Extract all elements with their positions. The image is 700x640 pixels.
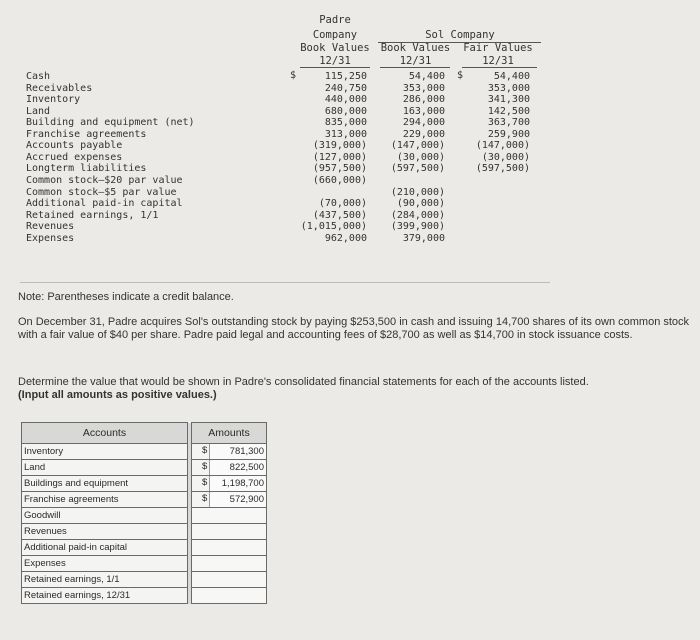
instruction-bold: (Input all amounts as positive values.) [18, 389, 217, 401]
amount-input[interactable]: 781,300 [209, 444, 266, 459]
statement-row-label: Receivables [26, 82, 93, 94]
answer-row [22, 540, 267, 556]
amounts-column-header: Amounts [192, 423, 267, 444]
amount-input[interactable] [192, 540, 266, 555]
statement-value-padre: 240,750 [324, 82, 367, 94]
amount-input[interactable] [192, 508, 266, 523]
header-sol-title: Sol Company [425, 29, 495, 41]
amount-input[interactable] [192, 572, 266, 587]
statement-value-sol-book: 294,000 [402, 117, 445, 129]
amount-input[interactable] [192, 588, 266, 603]
amount-cell [192, 460, 267, 476]
statement-row-label: Common stock—$20 par value [26, 174, 183, 186]
statement-value-padre: (1,015,000) [300, 221, 367, 233]
statement-value-padre: (319,000) [312, 140, 367, 152]
amount-input[interactable] [192, 556, 266, 571]
statement-value-sol-book: 54,400 [408, 71, 445, 82]
account-name: Inventory [22, 444, 188, 460]
statement-value-padre: (660,000) [312, 174, 367, 186]
financial-statement [0, 0, 560, 285]
amount-input[interactable]: 1,198,700 [209, 476, 266, 491]
account-name: Additional paid-in capital [22, 540, 188, 556]
header-padre-line4: 12/31 [319, 55, 351, 67]
statement-row-label: Longterm liabilities [26, 163, 147, 175]
header-padre-underline [300, 67, 370, 68]
account-name: Franchise agreements [22, 492, 188, 508]
accounts-column-header: Accounts [22, 423, 188, 444]
statement-value-padre: 835,000 [324, 117, 367, 129]
statement-value-sol-book: (597,500) [390, 163, 445, 175]
statement-row-label: Revenues [26, 221, 75, 233]
answer-row [22, 556, 267, 572]
amount-input[interactable]: 822,500 [209, 460, 266, 475]
amount-cell [192, 476, 267, 492]
account-name: Goodwill [22, 508, 188, 524]
amount-cell [192, 556, 267, 572]
header-padre-line2: Company [312, 29, 358, 41]
header-sol-book-line1: Book Values [380, 42, 451, 54]
currency-symbol: $ [202, 477, 208, 488]
statement-value-sol-book: (284,000) [390, 209, 445, 221]
header-sol-book-line2: 12/31 [399, 55, 432, 67]
statement-row-label: Accrued expenses [26, 151, 123, 163]
statement-value-padre: 440,000 [324, 94, 367, 106]
answer-row [22, 476, 267, 492]
header-sol-fair-underline [462, 67, 537, 68]
currency-symbol: $ [202, 493, 208, 504]
statement-value-padre: 313,000 [324, 128, 367, 140]
instructions [18, 376, 698, 402]
account-name: Retained earnings, 1/1 [22, 572, 188, 588]
amount-cell [192, 444, 267, 460]
credit-balance-note: Note: Parentheses indicate a credit balance. [18, 291, 234, 303]
sol-fair-dollar-sign: $ [457, 70, 464, 81]
answer-row [22, 508, 267, 524]
answer-row [22, 524, 267, 540]
statement-row-label: Franchise agreements [26, 128, 147, 140]
header-sol-book-underline [380, 67, 450, 68]
statement-value-sol-book: 353,000 [402, 82, 445, 94]
statement-value-padre: 115,250 [324, 71, 367, 82]
statement-value-padre: (957,500) [312, 163, 367, 175]
account-name: Land [22, 460, 188, 476]
statement-row-label: Inventory [26, 94, 81, 106]
answer-row [22, 492, 267, 508]
statement-value-sol-book: (90,000) [396, 198, 445, 210]
statement-value-sol-fair: (30,000) [481, 151, 530, 163]
answer-table [21, 422, 267, 604]
amount-cell [192, 588, 267, 604]
statement-row-label: Land [26, 105, 51, 117]
currency-symbol: $ [202, 461, 208, 472]
statement-row-label: Cash [26, 71, 51, 82]
statement-value-sol-fair: 142,500 [487, 105, 530, 117]
statement-row-label: Common stock—$5 par value [26, 186, 177, 198]
amount-cell [192, 540, 267, 556]
account-name: Revenues [22, 524, 188, 540]
statement-value-padre: (127,000) [312, 151, 367, 163]
statement-value-padre: 962,000 [324, 232, 367, 244]
statement-value-sol-fair: (147,000) [475, 140, 530, 152]
answer-row [22, 572, 267, 588]
answer-row [22, 460, 267, 476]
statement-value-sol-book: (210,000) [390, 186, 445, 198]
header-padre-line1: Padre [319, 14, 351, 26]
statement-value-sol-fair: 363,700 [487, 117, 530, 129]
amount-input[interactable]: 572,900 [209, 492, 266, 507]
instruction-text: Determine the value that would be shown in Padre's consolidated financial statements for each of the accounts listed. [18, 376, 589, 388]
statement-row-label: Expenses [26, 232, 75, 244]
statement-value-sol-book: (147,000) [390, 140, 445, 152]
header-padre-line3: Book Values [300, 42, 370, 54]
currency-symbol: $ [202, 445, 208, 456]
answer-row [22, 588, 267, 604]
amount-cell [192, 524, 267, 540]
statement-value-sol-book: 286,000 [402, 94, 445, 106]
amount-input[interactable] [192, 524, 266, 539]
statement-value-sol-book: (399,900) [390, 221, 445, 233]
amount-cell [192, 572, 267, 588]
statement-value-sol-fair: 54,400 [493, 71, 530, 82]
statement-value-padre: (70,000) [318, 198, 367, 210]
statement-row-label: Building and equipment (net) [26, 117, 195, 129]
statement-row-label: Additional paid-in capital [26, 198, 183, 210]
statement-bottom-rule [20, 282, 550, 283]
statement-row-label: Retained earnings, 1/1 [26, 209, 159, 221]
account-name: Buildings and equipment [22, 476, 188, 492]
statement-value-sol-fair: 353,000 [487, 82, 530, 94]
padre-dollar-sign: $ [290, 70, 297, 81]
amount-cell [192, 508, 267, 524]
header-sol-fair-line2: 12/31 [482, 55, 514, 67]
statement-value-sol-fair: (597,500) [475, 163, 530, 175]
header-sol-fair-line1: Fair Values [463, 42, 533, 54]
account-name: Expenses [22, 556, 188, 572]
statement-value-sol-book: 229,000 [402, 128, 445, 140]
statement-value-sol-fair: 259,900 [487, 128, 530, 140]
statement-value-sol-book: (30,000) [396, 151, 445, 163]
problem-statement: On December 31, Padre acquires Sol's outstanding stock by paying $253,500 in cash and issuing 14,700 shares of its own common stock with a fair value of $40 per share. Padre paid legal and accounting fees of $28,700 as well as $14,700 in stock issuance costs. [18, 316, 690, 341]
account-name: Retained earnings, 12/31 [22, 588, 188, 604]
answer-row [22, 444, 267, 460]
amount-cell [192, 492, 267, 508]
statement-value-sol-book: 379,000 [402, 232, 445, 244]
statement-value-padre: 680,000 [324, 105, 367, 117]
statement-row-label: Accounts payable [26, 140, 123, 152]
statement-value-sol-fair: 341,300 [487, 94, 530, 106]
statement-value-sol-book: 163,000 [402, 105, 445, 117]
statement-value-padre: (437,500) [312, 209, 367, 221]
